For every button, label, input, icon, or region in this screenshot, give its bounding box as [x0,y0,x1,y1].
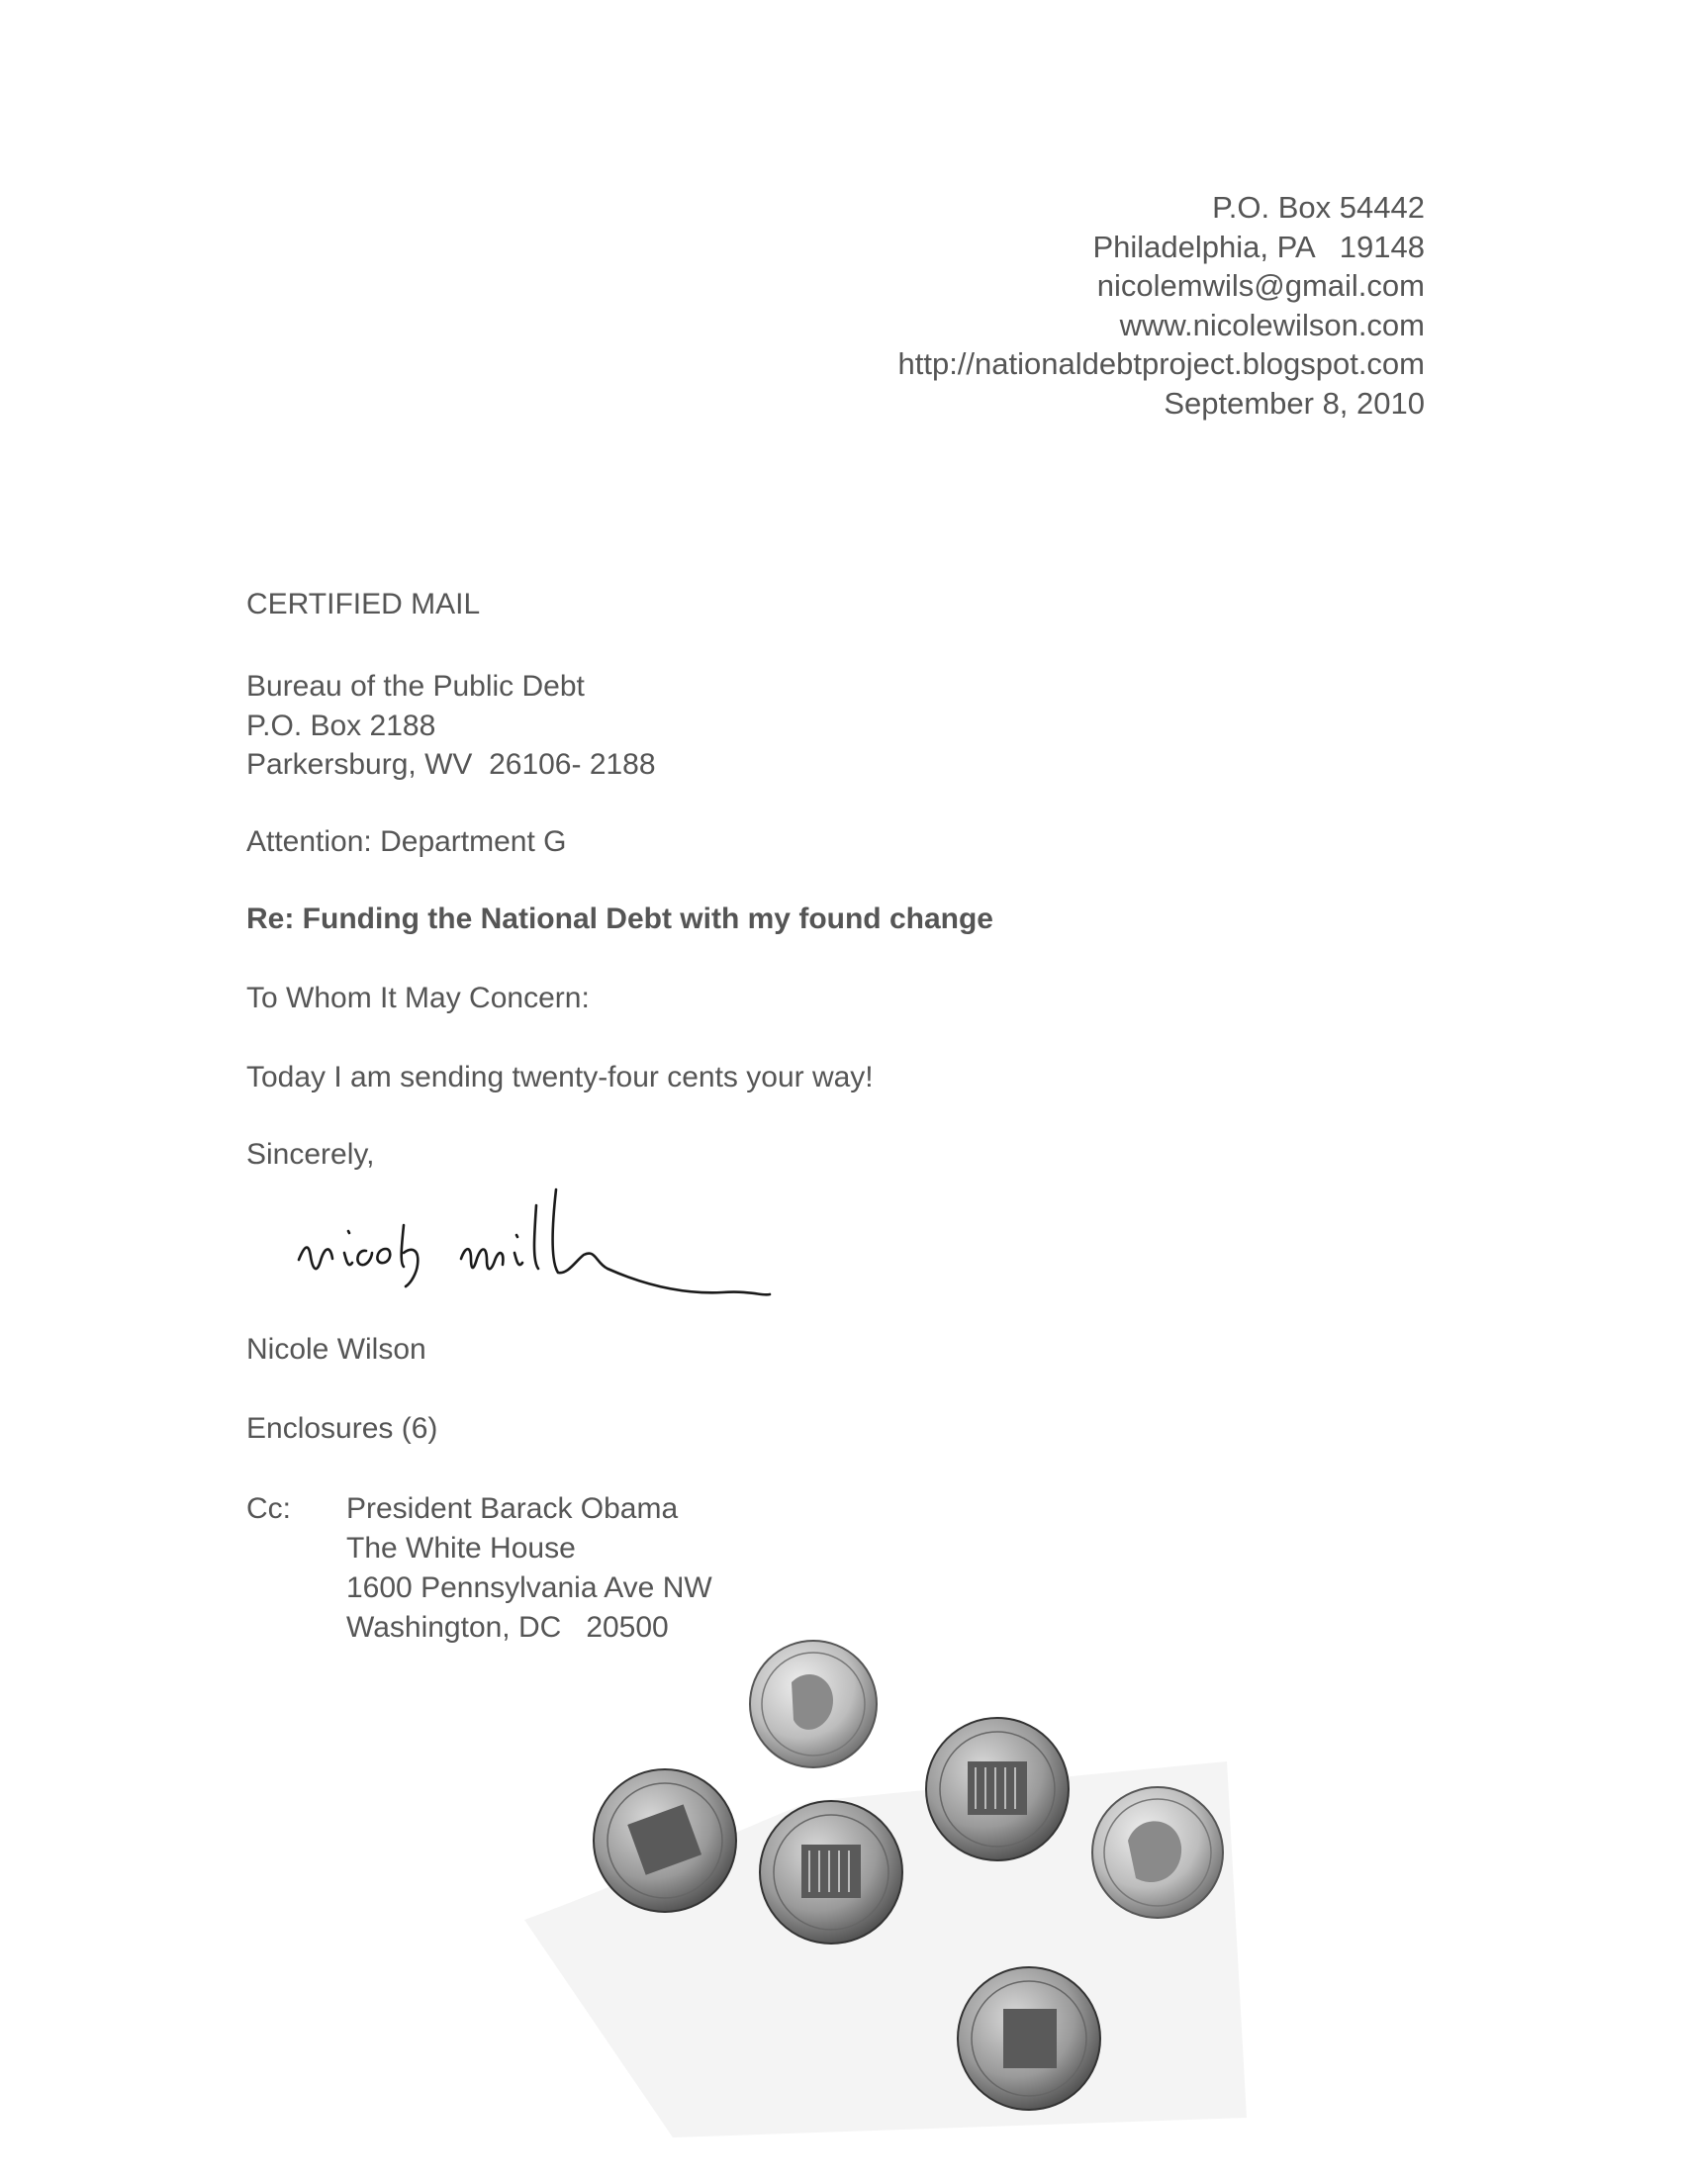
coin-dime-right [1092,1787,1223,1918]
cc-line3: Washington, DC 20500 [346,1611,669,1644]
sender-website: www.nicolewilson.com [1119,307,1425,342]
cc-line2: 1600 Pennsylvania Ave NW [346,1571,712,1604]
sender-block [897,188,1425,423]
sender-address-line2: Philadelphia, PA 19148 [1092,229,1425,264]
cc-label: Cc: [246,1492,291,1525]
cc-line1: The White House [346,1532,576,1565]
letter-date: September 8, 2010 [1164,385,1425,421]
coin-penny-center [760,1801,902,1944]
attention-line: Attention: Department G [246,825,567,858]
closing: Sincerely, [246,1138,375,1171]
coin-penny-bottom [958,1967,1100,2110]
coin-penny-left [594,1769,736,1912]
enclosures-note: Enclosures (6) [246,1412,438,1445]
recipient-address-line1: P.O. Box 2188 [246,709,436,742]
enclosed-coins [514,1603,1266,2157]
sender-email: nicolemwils@gmail.com [1096,268,1425,303]
handwritten-signature [287,1166,841,1314]
mail-type: CERTIFIED MAIL [246,588,481,620]
message-body: Today I am sending twenty-four cents your way! [246,1061,874,1093]
recipient-name: Bureau of the Public Debt [246,670,585,703]
recipient-address-line2: Parkersburg, WV 26106- 2188 [246,748,656,781]
sender-address-line1: P.O. Box 54442 [1212,190,1425,225]
sender-blog: http://nationaldebtproject.blogspot.com [897,346,1425,381]
recipient-block [246,667,656,785]
subject-line: Re: Funding the National Debt with my found change [246,902,993,935]
coin-penny-right-top [926,1718,1069,1860]
signer-name: Nicole Wilson [246,1333,426,1366]
coin-dime-top [750,1641,877,1767]
salutation: To Whom It May Concern: [246,982,590,1014]
cc-name: President Barack Obama [346,1492,679,1525]
